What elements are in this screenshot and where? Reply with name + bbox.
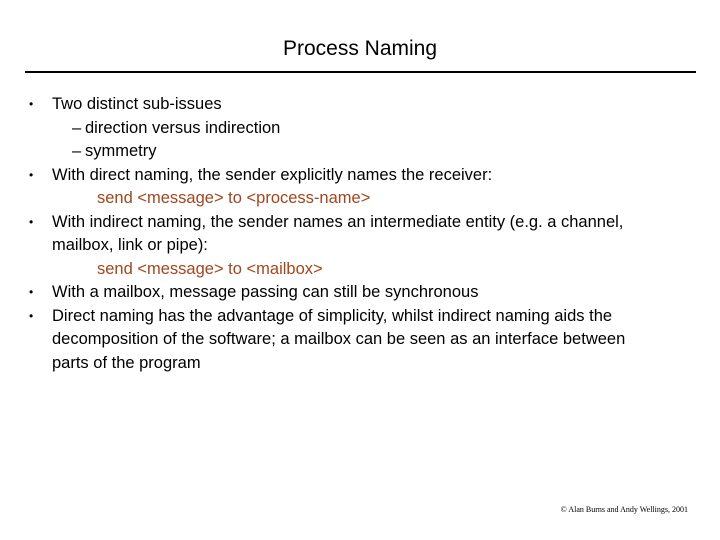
bullet-icon: • — [29, 167, 34, 182]
bullet-item — [0, 164, 720, 188]
bullet-item — [0, 305, 720, 329]
slide-body — [0, 93, 720, 375]
sub-bullet-item — [0, 117, 720, 141]
dash-icon: – — [72, 142, 82, 160]
sub-bullet-text: direction versus indirection — [85, 118, 281, 137]
code-line — [0, 258, 720, 282]
dash-icon: – — [72, 118, 82, 137]
sub-bullet-text: symmetry — [85, 142, 157, 160]
bullet-icon: • — [29, 308, 34, 323]
bullet-icon: • — [29, 97, 34, 111]
title-divider — [25, 71, 696, 73]
bullet-text: parts of the program — [52, 353, 201, 372]
bullet-icon: • — [29, 214, 34, 229]
bullet-text: With direct naming, the sender explicitly names the receiver: — [52, 165, 493, 184]
slide-title: Process Naming — [282, 37, 438, 60]
bullet-text: Two distinct sub-issues — [52, 95, 222, 113]
bullet-text: mailbox, link or pipe): — [52, 236, 208, 254]
bullet-icon: • — [29, 285, 34, 299]
bullet-text: Direct naming has the advantage of simplicity, whilst indirect naming aids the — [52, 306, 613, 325]
bullet-text: With a mailbox, message passing can still be synchronous — [52, 283, 479, 301]
code-text: send <message> to <mailbox> — [97, 259, 323, 278]
bullet-item — [0, 93, 720, 117]
bullet-text: decomposition of the software; a mailbox can be seen as an interface between — [52, 330, 626, 348]
copyright-footer: © Alan Burns and Andy Wellings, 2001 — [560, 505, 688, 514]
bullet-continuation — [0, 352, 720, 376]
bullet-continuation — [0, 234, 720, 258]
sub-bullet-item — [0, 140, 720, 164]
code-text: send <message> to <process-name> — [97, 189, 371, 207]
code-line — [0, 187, 720, 211]
bullet-continuation — [0, 328, 720, 352]
bullet-item — [0, 281, 720, 305]
bullet-text: With indirect naming, the sender names an intermediate entity (e.g. a channel, — [52, 212, 624, 231]
bullet-item — [0, 211, 720, 235]
